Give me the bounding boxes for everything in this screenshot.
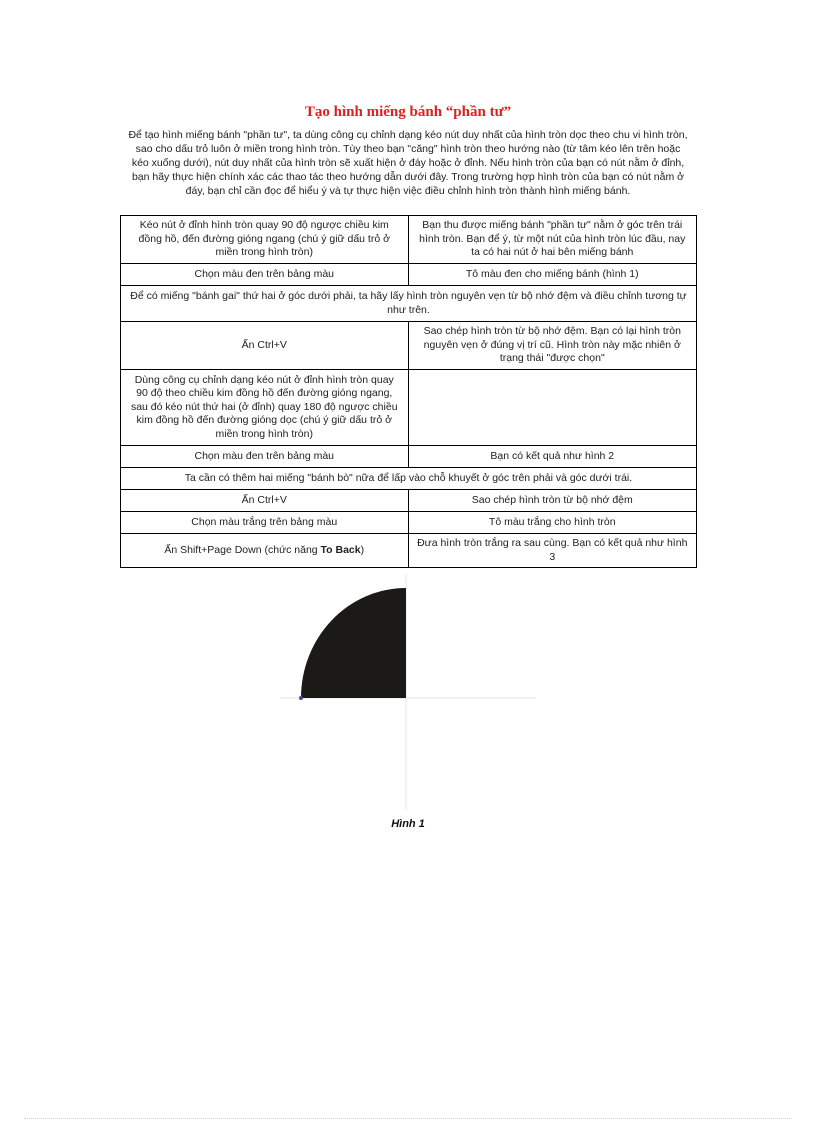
result-cell: Bạn có kết quả như hình 2	[408, 446, 696, 468]
result-cell: Bạn thu được miếng bánh "phần tư" nằm ở góc trên trái hình tròn. Bạn để ý, từ một nút của hình tròn lúc đầu, nay ta có hai nút ở hai bên miếng bánh	[408, 216, 696, 264]
result-cell: Sao chép hình tròn từ bộ nhớ đệm. Bạn có lại hình tròn nguyên vẹn ở đúng vị trí cũ. Hình tròn này mặc nhiên ở trạng thái "được chọn"	[408, 322, 696, 370]
page-bottom-rule	[24, 1118, 792, 1119]
action-cell	[121, 534, 409, 568]
note-cell: Ta cần có thêm hai miếng "bánh bò" nữa để lấp vào chỗ khuyết ở góc trên phải và góc dưới trái.	[121, 468, 697, 490]
instructions-table	[120, 215, 697, 568]
page-title: Tạo hình miếng bánh “phần tư”	[304, 104, 512, 120]
table-row	[121, 468, 697, 490]
quarter-pie-shape	[301, 588, 406, 698]
command-name: To Back	[320, 543, 361, 556]
table-row	[121, 534, 697, 568]
table-row	[121, 370, 697, 446]
intro-paragraph: Để tạo hình miếng bánh "phần tư", ta dùng công cụ chỉnh dạng kéo nút duy nhất của hình tròn dọc theo chu vi hình tròn, sao cho dấu trỏ luôn ở miền trong hình tròn. Tùy theo bạn "căng" hình tròn theo hướng nào (từ tâm kéo lên trên hoặc kéo xuống dưới), nút duy nhất của hình tròn sẽ xuất hiện ở đáy hoặc ở đỉnh. Nếu hình tròn của bạn có nút nằm ở đỉnh, bạn hãy thực hiện chính xác các thao tác theo hướng dẫn dưới đây. Trong trường hợp hình tròn của bạn có nút nằm ở đáy, bạn chỉ cần đọc để hiểu ý và tự thực hiện việc điều chỉnh hình tròn thành hình miếng bánh.	[128, 129, 688, 197]
action-cell: Ấn Ctrl+V	[121, 490, 409, 512]
result-cell	[408, 370, 696, 446]
note-cell: Để có miếng "bánh gai" thứ hai ở góc dưới phải, ta hãy lấy hình tròn nguyên vẹn từ bộ nhớ đệm và điều chỉnh tương tự như trên.	[121, 286, 697, 322]
quarter-pie-figure	[270, 574, 550, 814]
pie-node-handle	[299, 696, 303, 700]
table-row	[121, 286, 697, 322]
table-row	[121, 512, 697, 534]
table-row	[121, 446, 697, 468]
action-text: Ấn Shift+Page Down (chức năng	[164, 543, 321, 556]
table-row	[121, 264, 697, 286]
table-row	[121, 322, 697, 370]
action-cell: Chọn màu đen trên bảng màu	[121, 264, 409, 286]
action-cell: Kéo nút ở đỉnh hình tròn quay 90 độ ngược chiều kim đồng hồ, đến đường gióng ngang (chú ý giữ dấu trỏ ở miền trong hình tròn)	[121, 216, 409, 264]
action-cell: Chọn màu trắng trên bảng màu	[121, 512, 409, 534]
result-cell: Sao chép hình tròn từ bộ nhớ đệm	[408, 490, 696, 512]
action-text-end: )	[360, 543, 365, 556]
table-row	[121, 490, 697, 512]
figure-caption: Hình 1	[391, 818, 425, 830]
result-cell: Đưa hình tròn trắng ra sau cùng. Bạn có kết quả như hình 3	[408, 534, 696, 568]
action-cell: Chọn màu đen trên bảng màu	[121, 446, 409, 468]
action-cell: Ấn Ctrl+V	[121, 322, 409, 370]
result-cell: Tô màu đen cho miếng bánh (hình 1)	[408, 264, 696, 286]
result-cell: Tô màu trắng cho hình tròn	[408, 512, 696, 534]
action-cell: Dùng công cụ chỉnh dạng kéo nút ở đỉnh hình tròn quay 90 độ theo chiều kim đồng hồ đến đường gióng ngang, sau đó kéo nút thứ hai (ở đỉnh) quay 180 độ ngược chiều kim đồng hồ đến đường gióng dọc (chú ý giữ dấu trỏ ở miền trong hình tròn)	[121, 370, 409, 446]
table-row	[121, 216, 697, 264]
